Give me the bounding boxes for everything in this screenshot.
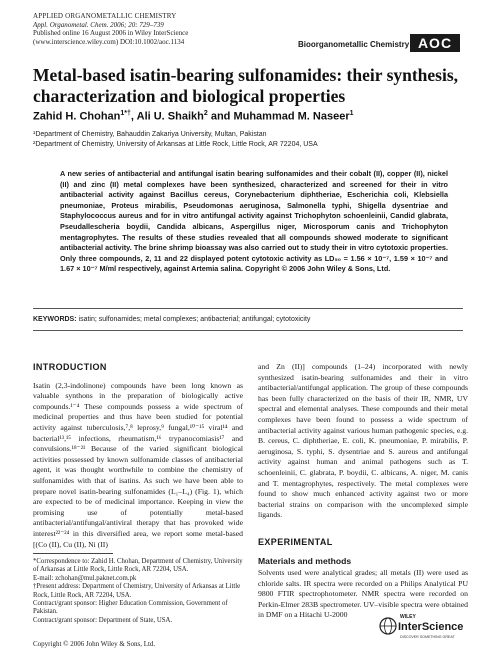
doi-line[interactable]: (www.interscience.wiley.com) DOI:10.1002/aoc.1134 [33,37,185,46]
materials-heading: Materials and methods [258,555,352,566]
footnotes [33,558,245,625]
footnote-rule [33,553,113,554]
author-1[interactable]: Zahid H. Chohan [33,110,121,123]
author-3-sup: 1 [349,110,354,117]
journal-citation: Appl. Organometal. Chem. 2006; 20: 729–739 [33,20,164,29]
author-2-sup: 2 [203,110,208,117]
affiliation-2: ²Department of Chemistry, University of Arkansas at Little Rock, Little Rock, AR 72204, USA [33,140,318,148]
published-line: Published online 16 August 2006 in Wiley InterScience [33,29,189,38]
footnote-grant-2: Contract/grant sponsor: Department of State, USA. [33,616,173,624]
right-column [258,362,468,621]
affiliations [33,130,318,149]
journal-name: APPLIED ORGANOMETALLIC CHEMISTRY [33,12,177,20]
keywords-label: KEYWORDS: [33,316,77,323]
aoc-logo: AOC [410,34,460,52]
footnote-present-address: †Present address: Department of Chemistry, University of Arkansas at Little Rock, Little Rock, AR 72204, USA. [33,583,241,599]
abstract: A new series of antibacterial and antifungal isatin bearing sulfonamides and their cobalt (II), copper (II), nickel (II) and zinc (II) metal complexes have been synthesized, characterized and screened for their in vitro antibacterial activity against Bacillus cereus, Corynebacterium diphtheriae, Escherichia coli, Klebsiella pneumoniae, Proteus mirabilis, Pseudomonas aeruginosa, Salmonella typhi, Shigella dysentriae and Staphylococcus aureus and for in vitro antifungal activity against Trichophyton schoenleinii, Candid glabrata, Pseudallescheria boydii, Candida albicans, Aspergillus niger, Microsporum canis and Trichophyton mentagrophytes. The results of these studies revealed that all compounds showed moderate to significant antibacterial activity. The brine shrimp bioassay was also carried out to study their in vitro cytotoxic properties. Only three compounds, 2, 11 and 22 displayed potent cytotoxic activity as LD₅₀ = 1.56 × 10⁻⁷, 1.59 × 10⁻⁷ and 1.67 × 10⁻⁷ M/ml respectively, against Artemia salina. Copyright © 2006 John Wiley & Sons, Ltd. [60,169,448,274]
keywords-rule-bottom [33,330,463,331]
experimental-heading: EXPERIMENTAL [258,536,333,547]
keywords [33,316,310,323]
footnote-correspondence: *Correspondence to: Zahid H. Chohan, Department of Chemistry, University of Arkansas at Little Rock, Little Rock, AR 72204, USA. [33,558,243,574]
wiley-top-text: WILEY [400,614,416,620]
keywords-rule-top [33,308,463,309]
introduction-text-right: and Zn (II)] compounds (1–24) incorporated with newly synthesized isatin-bearing sulfonamides and their in vitro antibacterial/antifungal application. The group of these compounds has been fully characterized on the basis of their IR, NMR, UV spectral and elemental analyses. These compounds and their metal complexes have been found to possess a wide spectrum of antibacterial activity against various human pathogenic species, e.g. B. cereus, C. diphtheriae, E. coli, K. pneumoniae, P. mirabilis, P. aeruginosa, S. typhi, S. dysentriae and S. aureus and antifungal activity against human and animal pathogens such as T. schoenleinii, C. glabrata, P. boydii, C. albicans, A. niger, M. canis and T. mentagrophytes, respectively. The metal complexes were found to show much enhanced activity against two or more bacterial strains on comparison with the uncomplexed simple ligands. [258,362,468,520]
copyright-notice: Copyright © 2006 John Wiley & Sons, Ltd. [33,640,156,648]
article-title: Metal-based isatin-bearing sulfonamides: their synthesis, characterization and biological properties [33,65,459,106]
left-column [33,362,243,550]
author-3[interactable]: Muhammad M. Naseer [233,110,350,123]
section-label: Bioorganometallic Chemistry [298,40,410,49]
author-separator: and [207,110,234,123]
author-1-sup: 1*† [120,110,131,117]
footnote-grant-1: Contract/grant sponsor: Higher Education Commission, Government of Pakistan. [33,600,228,616]
journal-meta [33,12,188,46]
globe-icon [380,618,396,634]
materials-text: Solvents used were analytical grades; all metals (II) were used as chloride salts. IR spectra were recorded on a Philips Analytical PU 9800 FTIR spectrophotometer. NMR spectra were recorded on Perkin-Elmer 283B spectrometer. UV–visible spectra were obtained in DMF on a Hitachi U-2000 [258,568,468,620]
affiliation-1: ¹Department of Chemistry, Bahauddin Zakariya University, Multan, Pakistan [33,131,267,138]
footnote-email[interactable]: E-mail: zchohan@mul.paknet.com.pk [33,574,137,582]
author-list [33,110,354,123]
wiley-tagline: DISCOVER SOMETHING GREAT [400,635,455,639]
introduction-text-left: Isatin (2,3-indolinone) compounds have been long known as valuable synthons in the preparation of biologically active compounds.¹⁻⁴ These compounds possess a wide spectrum of medicinal properties and thus have been studied for potential activity against tuberculosis,⁷,⁸ leprosy,⁹ fungal,¹⁰⁻¹⁵ viral¹⁴ and bacterial¹³,¹⁵ infections, rheumatism,¹⁶ trypanocomiasis¹⁷ and convulsions.¹⁸⁻²¹ Because of the varied significant biological activities possessed by known sulfonamide classes of antibacterial agent, it was thought worthwhile to combine the chemistry of sulfonamides with that of isatins. As such we have been able to prepare novel isatin-bearing sulfonamides (L₁–L₄) (Fig. 1), which are expected to be of medicinal importance. Keeping in view the promising use of potentially metal-based antibacterial/antifungal/antiviral therapy that has provoked wide interest²²⁻²⁴ in this diversified area, we report some metal-based [(Co (II), Cu (II), Ni (II) [33,380,243,549]
wiley-interscience-logo [378,609,468,643]
keywords-list: isatin; sulfonamides; metal complexes; antibacterial; antifungal; cytotoxicity [78,316,311,323]
author-2[interactable]: Ali U. Shaikh [136,110,204,123]
author-separator: , [130,110,137,123]
introduction-heading: INTRODUCTION [33,362,107,372]
wiley-brand-text: InterScience [398,621,464,633]
